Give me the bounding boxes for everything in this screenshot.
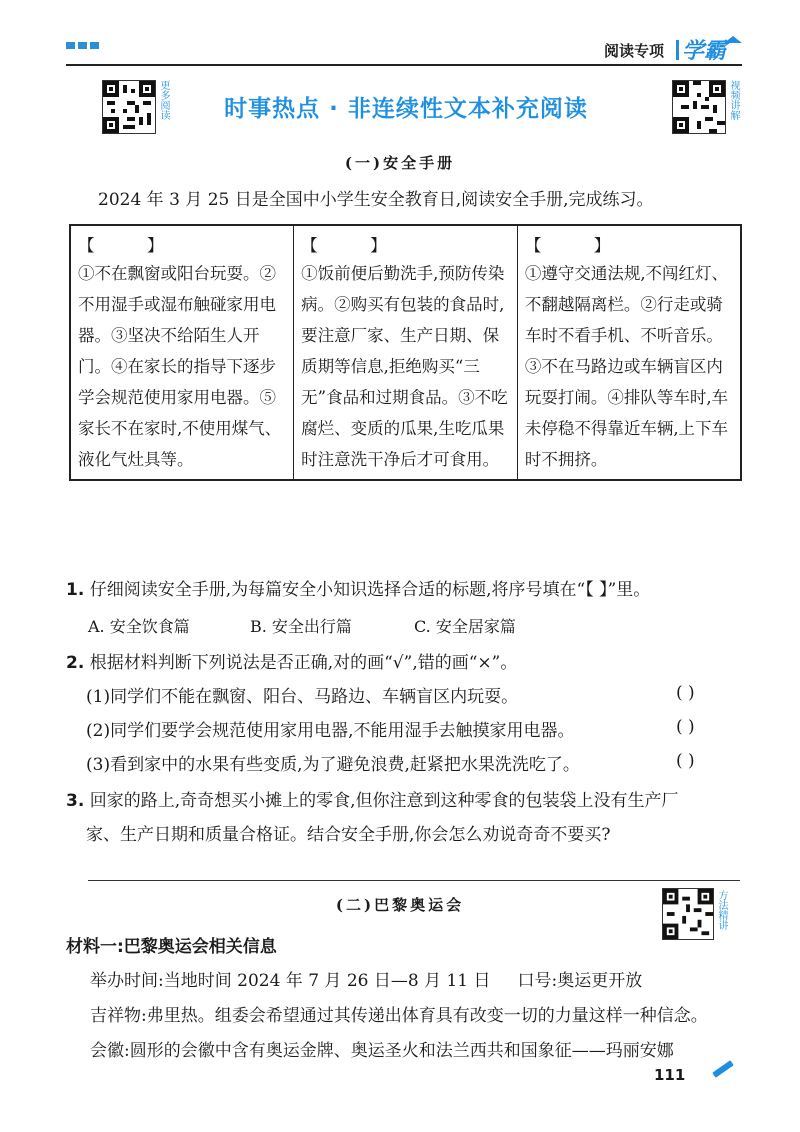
graduation-cap-icon bbox=[724, 36, 742, 43]
answer-blank[interactable]: ( ) bbox=[676, 683, 695, 703]
judgement-item-3: (3)看到家中的水果有些变质,为了避免浪费,赶紧把水果洗洗吃了。 bbox=[86, 755, 580, 775]
manual-column-text: ①不在飘窗或阳台玩耍。②不用湿手或湿布触碰家用电器。③坚决不给陌生人开门。④在家长的指导下逐步学会规范使用家用电器。⑤家长不在家时,不使用煤气、液化气灶具等。 bbox=[78, 264, 282, 469]
manual-column-home bbox=[70, 225, 294, 480]
header-rule bbox=[66, 64, 742, 66]
question-text: 回家的路上,奇奇想买小摊上的零食,但你注意到这种零食的包装袋上没有生产厂 bbox=[89, 791, 679, 811]
question-2 bbox=[66, 648, 756, 678]
safety-manual-table bbox=[69, 224, 742, 481]
question-number: 3. bbox=[66, 791, 85, 811]
section-title-paris-olympics: (二)巴黎奥运会 bbox=[335, 896, 465, 914]
qr-caption-method: 方法精讲 bbox=[716, 890, 727, 930]
pencil-icon bbox=[712, 1060, 733, 1078]
manual-column-text: ①遵守交通法规,不闯红灯、不翻越隔离栏。②行走或骑车时不看手机、不听音乐。③不在马路边或车辆盲区内玩耍打闹。④排队等车时,车未停稳不得靠近车辆,上下车时不拥挤。 bbox=[524, 264, 729, 469]
section-title-safety-manual: (一)安全手册 bbox=[344, 154, 456, 172]
question-number: 1. bbox=[66, 580, 85, 600]
question-number: 2. bbox=[66, 653, 85, 673]
material-title: 材料一:巴黎奥运会相关信息 bbox=[66, 937, 277, 957]
page-number: 111 bbox=[654, 1066, 686, 1084]
option-a: A. 安全饮食篇 bbox=[88, 617, 190, 636]
qr-code-video-explain[interactable] bbox=[672, 80, 726, 134]
header-decoration bbox=[66, 42, 99, 49]
option-c: C. 安全居家篇 bbox=[414, 617, 516, 636]
judgement-item-1: (1)同学们不能在飘窗、阳台、马路边、车辆盲区内玩耍。 bbox=[86, 687, 519, 707]
brand-logo: 学霸 bbox=[682, 39, 727, 64]
manual-column-travel bbox=[517, 225, 741, 480]
manual-column-text: ①饭前便后勤洗手,预防传染病。②购买有包装的食品时,要注意厂家、生产日期、保质期等信息,拒绝购买“三无”食品和过期食品。③不吃腐烂、变质的瓜果,生吃瓜果时注意洗干净后才可食用。 bbox=[301, 264, 508, 469]
qr-code-more-reading[interactable] bbox=[102, 80, 156, 134]
section-intro: 2024 年 3 月 25 日是全国中小学生安全教育日,阅读安全手册,完成练习。 bbox=[98, 190, 654, 210]
olympics-mascot: 吉祥物:弗里热。组委会希望通过其传递出体育具有改变一切的力量这样一种信念。 bbox=[90, 1006, 708, 1026]
olympics-time-slogan: 举办时间:当地时间 2024 年 7 月 26 日—8 月 11 日 口号:奥运更开放 bbox=[90, 971, 643, 991]
qr-code-method[interactable] bbox=[662, 888, 714, 940]
qr-caption-video-explain: 视频讲解 bbox=[728, 80, 739, 120]
header-separator bbox=[676, 40, 679, 60]
header-section-label: 阅读专项 bbox=[604, 42, 665, 60]
question-text: 根据材料判断下列说法是否正确,对的画“√”,错的画“×”。 bbox=[89, 653, 518, 673]
question-text: 仔细阅读安全手册,为每篇安全小知识选择合适的标题,将序号填在“【 】”里。 bbox=[89, 580, 651, 600]
question-3-continued: 家、生产日期和质量合格证。结合安全手册,你会怎么劝说奇奇不要买? bbox=[86, 825, 611, 845]
manual-column-food bbox=[294, 225, 518, 480]
section-divider bbox=[88, 880, 740, 881]
question-3 bbox=[66, 786, 756, 816]
page-title: 时事热点 · 非连续性文本补充阅读 bbox=[224, 96, 588, 122]
answer-blank[interactable]: ( ) bbox=[676, 717, 695, 737]
option-b: B. 安全出行篇 bbox=[250, 617, 352, 636]
judgement-item-2: (2)同学们要学会规范使用家用电器,不能用湿手去触摸家用电器。 bbox=[86, 721, 575, 741]
qr-caption-more-reading: 更多阅读 bbox=[158, 80, 169, 120]
title-blank[interactable]: 【 】 bbox=[524, 236, 611, 255]
question-1 bbox=[66, 575, 756, 605]
answer-blank[interactable]: ( ) bbox=[676, 751, 695, 771]
olympics-emblem: 会徽:圆形的会徽中含有奥运金牌、奥运圣火和法兰西共和国象征——玛丽安娜 bbox=[90, 1041, 674, 1061]
title-blank[interactable]: 【 】 bbox=[78, 236, 164, 255]
title-blank[interactable]: 【 】 bbox=[301, 236, 387, 255]
